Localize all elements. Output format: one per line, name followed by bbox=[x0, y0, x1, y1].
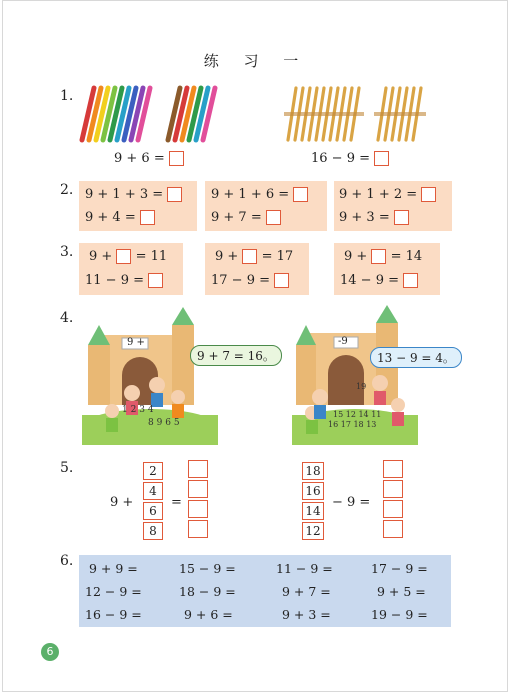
q5-left-input-column bbox=[143, 462, 163, 542]
q5-right-answer-column bbox=[383, 460, 403, 540]
number-card: 12 bbox=[345, 410, 356, 419]
q1-left-equation bbox=[114, 151, 184, 166]
q3-eq: = 14 bbox=[390, 249, 423, 264]
number-card: 19 bbox=[356, 382, 367, 391]
q3-eq: 9 + bbox=[215, 249, 239, 264]
number-cards-left-2 bbox=[148, 418, 180, 428]
number-card: 16 bbox=[328, 420, 339, 429]
question-number-4: 4. bbox=[60, 310, 74, 326]
q3-eq: 9 + bbox=[89, 249, 113, 264]
question-number-3: 3. bbox=[60, 244, 74, 260]
number-cell: 16 bbox=[302, 482, 324, 500]
q3-eq: 9 + bbox=[344, 249, 368, 264]
question-number-2: 2. bbox=[60, 182, 74, 198]
q6-eq: 19 − 9 = bbox=[371, 607, 428, 622]
q3-panel-3 bbox=[334, 243, 440, 295]
q2-eq: 9 + 7 = bbox=[211, 210, 262, 225]
question-number-1: 1. bbox=[60, 88, 74, 104]
number-card: 18 bbox=[353, 420, 364, 429]
number-card: 9 bbox=[156, 418, 163, 428]
q2-panel-3 bbox=[334, 181, 452, 231]
castle-sign-left: 9 + bbox=[127, 337, 145, 348]
number-cell: 18 bbox=[302, 462, 324, 480]
answer-box[interactable] bbox=[116, 249, 131, 264]
q6-eq: 9 + 5 = bbox=[377, 584, 426, 599]
number-card: 4 bbox=[147, 405, 154, 415]
q2-panel-2 bbox=[205, 181, 327, 231]
number-card: 5 bbox=[173, 418, 180, 428]
answer-box[interactable] bbox=[266, 210, 281, 225]
q6-eq: 12 − 9 = bbox=[85, 584, 142, 599]
q3-panel-2 bbox=[205, 243, 309, 295]
answer-box[interactable] bbox=[374, 151, 389, 166]
answer-box[interactable] bbox=[140, 210, 155, 225]
q6-eq: 15 − 9 = bbox=[179, 561, 236, 576]
answer-box[interactable] bbox=[274, 273, 289, 288]
q2-eq: 9 + 4 = bbox=[85, 210, 136, 225]
q5-left-operator: 9 + bbox=[110, 495, 134, 510]
answer-box[interactable] bbox=[383, 500, 403, 518]
answer-box[interactable] bbox=[421, 187, 436, 202]
number-card: 13 bbox=[366, 420, 377, 429]
q5-left-answer-column bbox=[188, 460, 208, 540]
q3-eq: 14 − 9 = bbox=[340, 273, 399, 288]
number-card: 2 bbox=[130, 405, 137, 415]
q6-eq: 18 − 9 = bbox=[179, 584, 236, 599]
number-cards-right-2 bbox=[328, 420, 376, 429]
number-cards-left bbox=[122, 405, 154, 415]
number-card: 14 bbox=[358, 410, 369, 419]
speech-bubble-right: 13 − 9 = 4。 bbox=[370, 347, 462, 368]
answer-box[interactable] bbox=[383, 480, 403, 498]
q1-right-text: 16 − 9 = bbox=[311, 151, 370, 166]
q5-right-operator: − 9 = bbox=[332, 495, 371, 510]
answer-box[interactable] bbox=[148, 273, 163, 288]
number-cell: 14 bbox=[302, 502, 324, 520]
answer-box[interactable] bbox=[371, 249, 386, 264]
q6-eq: 9 + 9 = bbox=[89, 561, 138, 576]
q2-eq: 9 + 1 + 6 = bbox=[211, 187, 290, 202]
answer-box[interactable] bbox=[167, 187, 182, 202]
q1-left-text: 9 + 6 = bbox=[114, 151, 165, 166]
number-card: 1 bbox=[122, 405, 128, 415]
answer-box[interactable] bbox=[394, 210, 409, 225]
answer-box[interactable] bbox=[188, 480, 208, 498]
wooden-sticks-illustration bbox=[282, 84, 432, 144]
number-card: 11 bbox=[371, 410, 382, 419]
q1-right-equation bbox=[311, 151, 389, 166]
answer-box[interactable] bbox=[188, 500, 208, 518]
q6-eq: 9 + 7 = bbox=[282, 584, 331, 599]
answer-box[interactable] bbox=[383, 460, 403, 478]
number-cell: 8 bbox=[143, 522, 163, 540]
q2-panel-1 bbox=[79, 181, 197, 231]
answer-box[interactable] bbox=[293, 187, 308, 202]
q3-eq: = 17 bbox=[261, 249, 294, 264]
question-number-6: 6. bbox=[60, 553, 74, 569]
q2-eq: 9 + 3 = bbox=[339, 210, 390, 225]
q6-eq: 9 + 6 = bbox=[184, 607, 233, 622]
q2-eq: 9 + 1 + 2 = bbox=[339, 187, 418, 202]
answer-box[interactable] bbox=[242, 249, 257, 264]
page-number-badge: 6 bbox=[41, 643, 59, 661]
number-card: 17 bbox=[340, 420, 351, 429]
q6-panel bbox=[79, 555, 451, 627]
answer-box[interactable] bbox=[169, 151, 184, 166]
number-card: 3 bbox=[139, 405, 145, 415]
q3-panel-1 bbox=[79, 243, 183, 295]
page-title: 练 习 一 bbox=[203, 52, 309, 70]
q3-eq: 11 − 9 = bbox=[85, 273, 144, 288]
q6-eq: 11 − 9 = bbox=[276, 561, 333, 576]
answer-box[interactable] bbox=[188, 460, 208, 478]
q3-eq: = 11 bbox=[135, 249, 168, 264]
q5-right-input-column bbox=[302, 462, 324, 542]
castle-sign-right: -9 bbox=[338, 336, 348, 347]
number-cell: 6 bbox=[143, 502, 163, 520]
q2-eq: 9 + 1 + 3 = bbox=[85, 187, 164, 202]
speech-bubble-left: 9 + 7 = 16。 bbox=[190, 345, 282, 366]
number-cell: 2 bbox=[143, 462, 163, 480]
answer-box[interactable] bbox=[403, 273, 418, 288]
q6-eq: 9 + 3 = bbox=[282, 607, 331, 622]
question-number-5: 5. bbox=[60, 460, 74, 476]
number-cell: 12 bbox=[302, 522, 324, 540]
number-card: 15 bbox=[333, 410, 344, 419]
answer-box[interactable] bbox=[188, 520, 208, 538]
number-cards-right bbox=[333, 410, 381, 419]
number-card: 6 bbox=[165, 418, 171, 428]
q6-eq: 17 − 9 = bbox=[371, 561, 428, 576]
q3-eq: 17 − 9 = bbox=[211, 273, 270, 288]
q5-left-equals: = bbox=[171, 495, 182, 510]
number-cell: 4 bbox=[143, 482, 163, 500]
q6-eq: 16 − 9 = bbox=[85, 607, 142, 622]
colored-pencils-illustration bbox=[74, 84, 230, 144]
answer-box[interactable] bbox=[383, 520, 403, 538]
number-card: 8 bbox=[148, 418, 154, 428]
